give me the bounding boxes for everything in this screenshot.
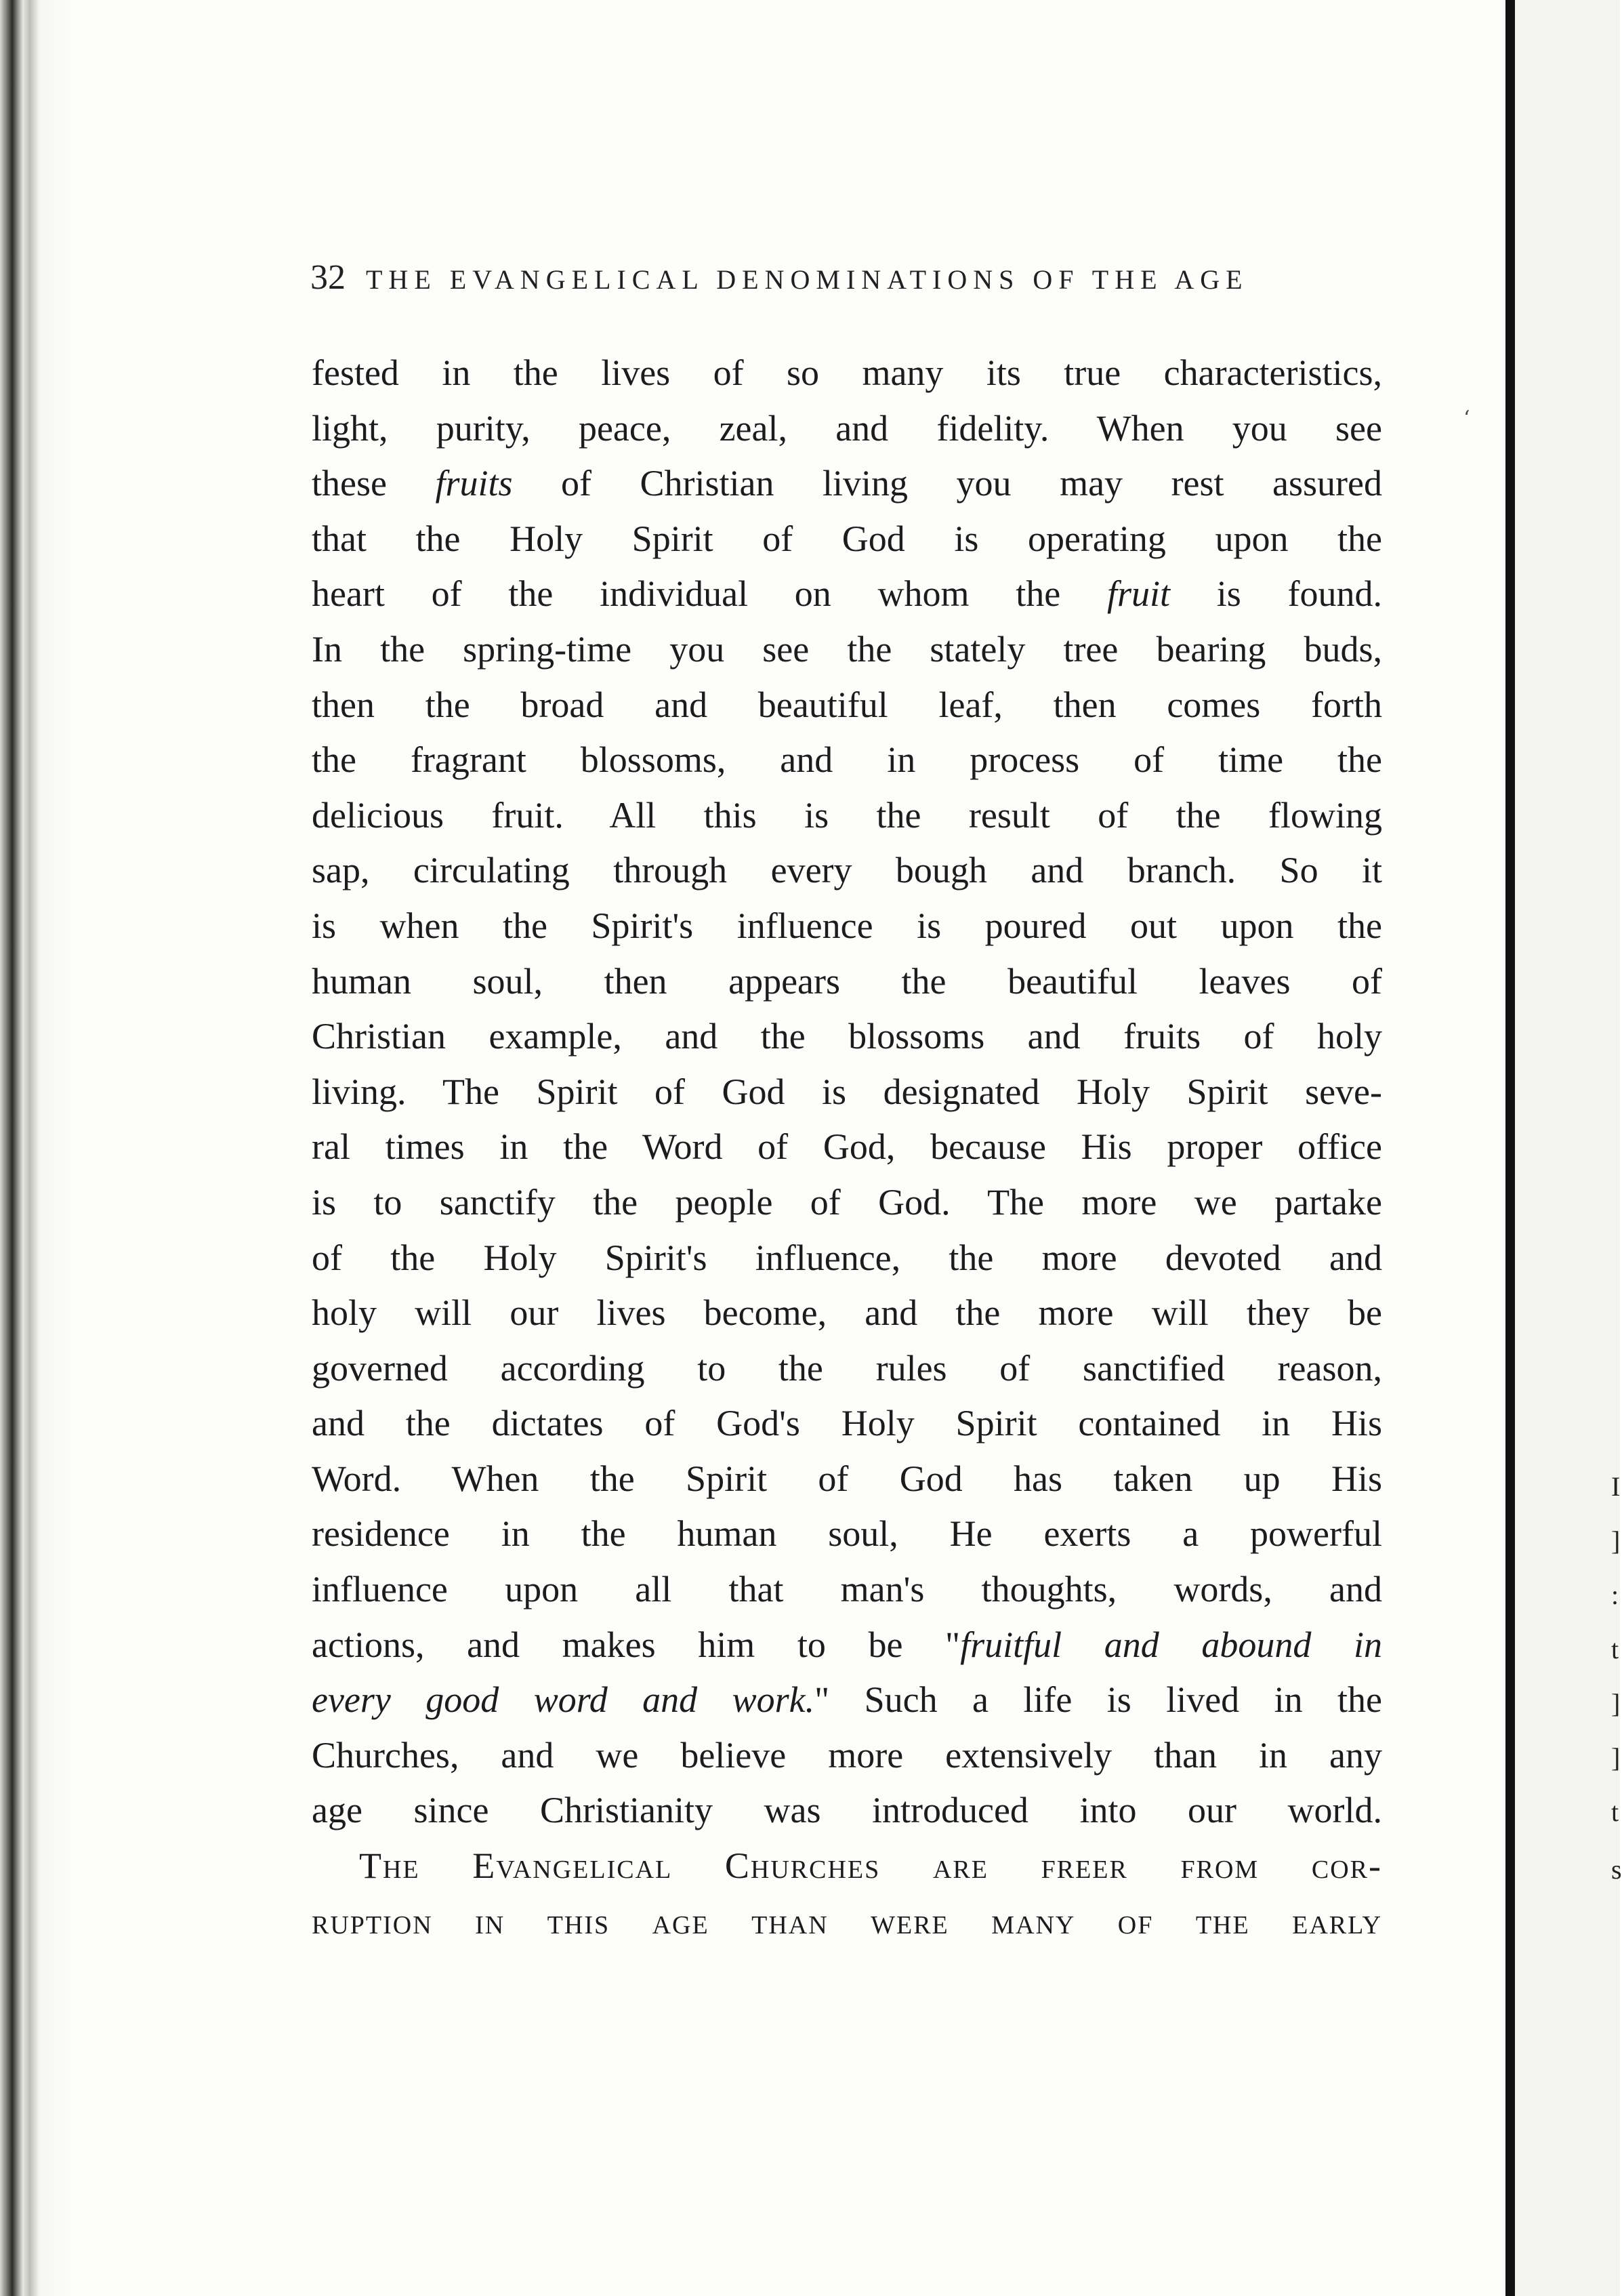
text-line bbox=[312, 843, 1382, 899]
italic-text: fruits bbox=[435, 463, 513, 504]
text-line bbox=[312, 1341, 1382, 1397]
adjacent-page-glyph: s bbox=[1611, 1854, 1622, 1885]
text-run: actions, and makes him to be " bbox=[312, 1624, 961, 1665]
text-run: of Christian living you may rest assured bbox=[512, 463, 1382, 504]
running-head bbox=[310, 258, 1313, 305]
text-run: human soul, then appears the beautiful leaves of bbox=[312, 960, 1382, 1002]
text-line bbox=[312, 1673, 1382, 1728]
text-line bbox=[312, 1286, 1382, 1341]
section-heading-line: The Evangelical Churches are freer from cor- bbox=[359, 1845, 1382, 1887]
text-run: the fragrant blossoms, and in process of time the bbox=[312, 739, 1382, 781]
text-run: Christian example, and the blossoms and fruits of holy bbox=[312, 1016, 1382, 1057]
text-run: light, purity, peace, zeal, and fidelity. When you see bbox=[312, 407, 1382, 449]
text-line bbox=[312, 1618, 1382, 1673]
adjacent-page-glyph: t bbox=[1611, 1797, 1619, 1827]
italic-text: every good word and work. bbox=[312, 1679, 815, 1721]
text-line bbox=[312, 1231, 1382, 1286]
text-line bbox=[312, 1009, 1382, 1065]
text-line bbox=[312, 678, 1382, 733]
text-line bbox=[312, 1452, 1382, 1507]
text-line bbox=[312, 954, 1382, 1010]
text-run: heart of the individual on whom the bbox=[312, 573, 1107, 615]
text-run: is to sanctify the people of God. The more we partake bbox=[312, 1181, 1382, 1223]
text-run: and the dictates of God's Holy Spirit contained in His bbox=[312, 1403, 1382, 1444]
text-run: is when the Spirit's influence is poured out upon the bbox=[312, 905, 1382, 946]
text-run: delicious fruit. All this is the result of the flowing bbox=[312, 794, 1382, 836]
running-head-title: THE EVANGELICAL DENOMINATIONS OF THE AGE bbox=[366, 264, 1249, 295]
text-run: sap, circulating through every bough and branch. So it bbox=[312, 850, 1382, 891]
text-line bbox=[312, 899, 1382, 954]
text-line bbox=[312, 733, 1382, 788]
text-run: holy will our lives become, and the more will they be bbox=[312, 1292, 1382, 1334]
adjacent-page-fragment bbox=[1515, 0, 1620, 2296]
adjacent-page-glyph: ] bbox=[1611, 1525, 1621, 1556]
stray-ink-mark: ʻ bbox=[1463, 407, 1470, 430]
text-line bbox=[312, 788, 1382, 844]
text-run: of the Holy Spirit's influence, the more devoted and bbox=[312, 1237, 1382, 1278]
text-line bbox=[312, 1506, 1382, 1562]
text-line bbox=[312, 456, 1382, 512]
text-line bbox=[312, 512, 1382, 567]
adjacent-page-glyph: ] bbox=[1611, 1688, 1621, 1719]
text-line bbox=[312, 346, 1382, 401]
text-line bbox=[312, 567, 1382, 622]
page-number: 32 bbox=[310, 258, 346, 297]
adjacent-page-glyph: : bbox=[1611, 1580, 1619, 1610]
adjacent-page-glyph: I bbox=[1611, 1471, 1621, 1502]
text-line bbox=[312, 1562, 1382, 1618]
body-text bbox=[312, 346, 1382, 1949]
text-run: residence in the human soul, He exerts a powerful bbox=[312, 1513, 1382, 1555]
text-line bbox=[312, 1783, 1382, 1839]
text-run: these bbox=[312, 463, 436, 504]
adjacent-page-glyph: ] bbox=[1611, 1742, 1621, 1773]
text-run: influence upon all that man's thoughts, words, and bbox=[312, 1569, 1382, 1610]
text-run: living. The Spirit of God is designated Holy Spirit seve- bbox=[312, 1071, 1382, 1112]
italic-text: fruitful and abound in bbox=[960, 1624, 1382, 1665]
italic-text: fruit bbox=[1107, 573, 1171, 615]
text-line bbox=[312, 1728, 1382, 1784]
text-run: age since Christianity was introduced into our world. bbox=[312, 1790, 1382, 1831]
text-run: governed according to the rules of sanctified reason, bbox=[312, 1347, 1382, 1389]
adjacent-page-glyph: t bbox=[1611, 1634, 1619, 1664]
text-line bbox=[312, 622, 1382, 678]
text-run: that the Holy Spirit of God is operating upon the bbox=[312, 518, 1382, 559]
text-run: Word. When the Spirit of God has taken up His bbox=[312, 1458, 1382, 1499]
text-run: In the spring-time you see the stately tree bearing buds, bbox=[312, 628, 1382, 670]
text-run: is found. bbox=[1170, 573, 1383, 615]
text-line bbox=[312, 1175, 1382, 1231]
section-heading-line: ruption in this age than were many of the early bbox=[312, 1900, 1382, 1942]
text-run: " Such a life is lived in the bbox=[814, 1679, 1382, 1721]
text-run: fested in the lives of so many its true characteristics, bbox=[312, 352, 1382, 393]
page-edge bbox=[1505, 0, 1515, 2296]
text-line bbox=[312, 1065, 1382, 1120]
text-run: then the broad and beautiful leaf, then comes forth bbox=[312, 684, 1382, 725]
text-line bbox=[312, 1396, 1382, 1452]
text-run: ral times in the Word of God, because His proper office bbox=[312, 1126, 1382, 1168]
text-run: Churches, and we believe more extensively than in any bbox=[312, 1734, 1382, 1776]
text-line bbox=[312, 1120, 1382, 1175]
text-line bbox=[312, 401, 1382, 457]
book-binding-edge bbox=[0, 0, 75, 2296]
